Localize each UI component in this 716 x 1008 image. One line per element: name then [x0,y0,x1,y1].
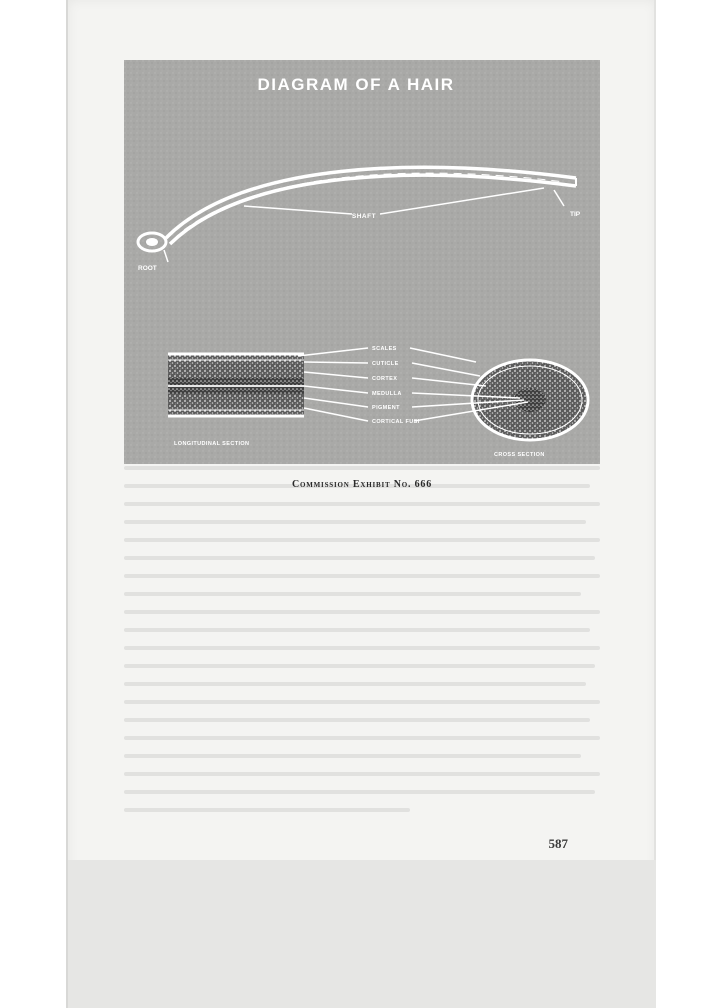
cuticle-label: CUTICLE [372,361,399,367]
faded-body-text [124,466,600,836]
scales-label: SCALES [372,346,397,352]
longitudinal-section-label: LONGITUDINAL SECTION [174,441,250,447]
cross-section-drawing [472,360,588,440]
page-bottom-shade [68,860,656,1008]
figure-caption: Commission Exhibit No. 666 [291,479,433,490]
medulla-label: MEDULLA [372,391,402,397]
page-number: 587 [548,836,568,851]
root-label: ROOT [138,265,157,272]
hair-diagram-figure [124,60,600,464]
cross-section-label: CROSS SECTION [494,452,545,458]
shaft-label: SHAFT [351,213,377,220]
pigment-label: PIGMENT [372,405,400,411]
hair-diagram-svg [124,60,600,464]
diagram-title: DIAGRAM OF A HAIR [257,75,455,94]
page-edge [654,0,656,1008]
cortex-label: CORTEX [372,376,398,382]
tip-label: TIP [570,211,581,218]
longitudinal-section-drawing [168,354,304,416]
cortical-fusi-label: CORTICAL FUSI [372,419,420,425]
